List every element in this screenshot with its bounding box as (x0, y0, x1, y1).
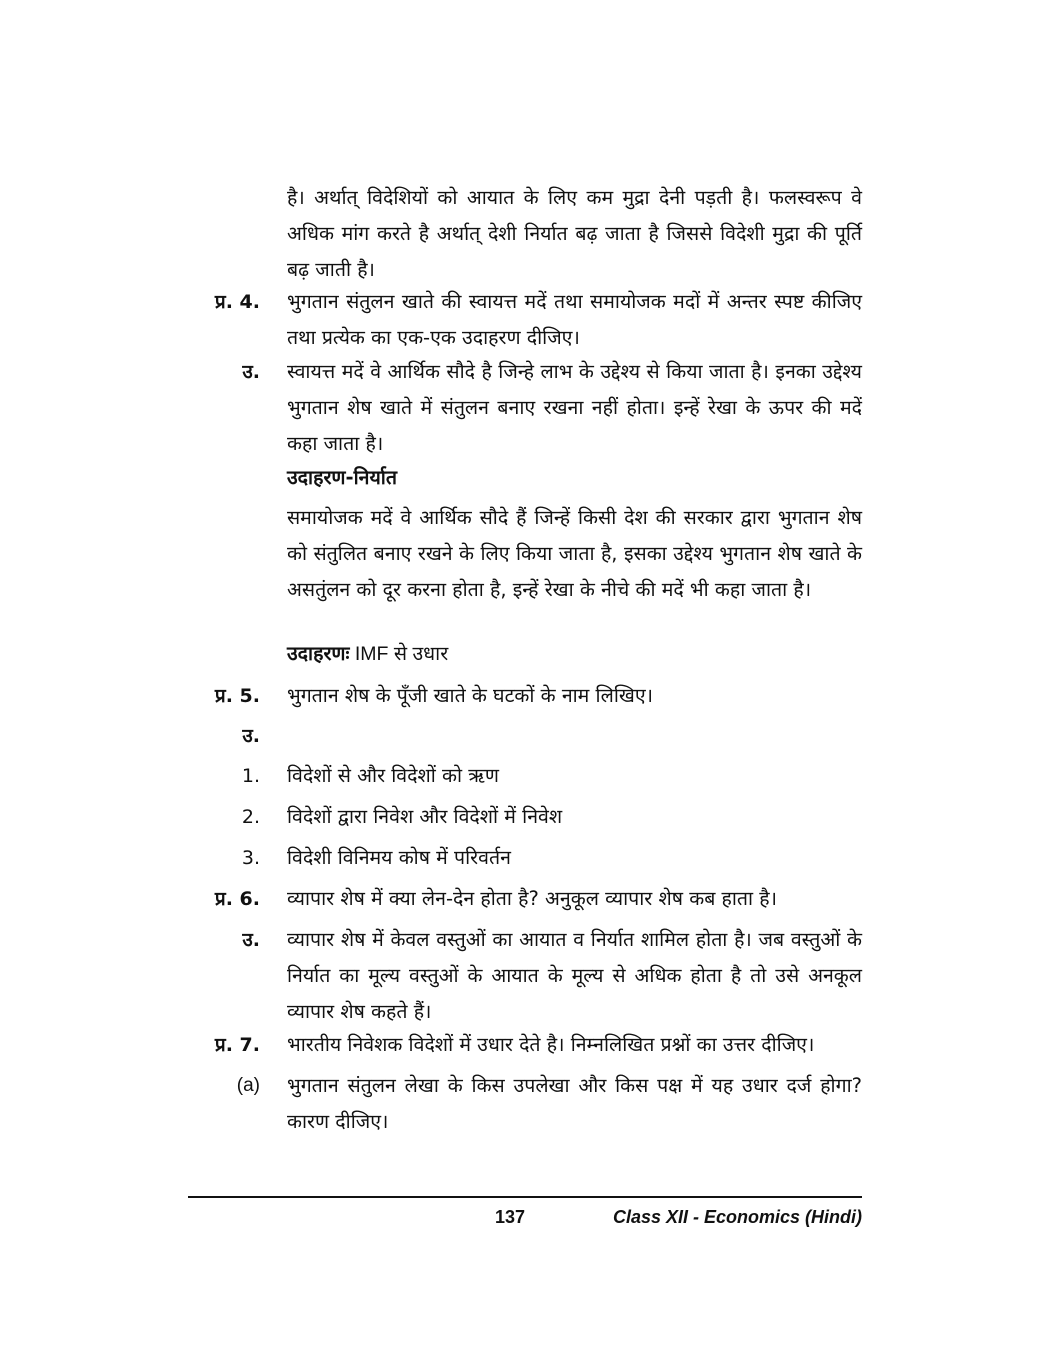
answer-5-label: उ. (242, 725, 260, 747)
question-6-text: व्यापार शेष में क्या लेन-देन होता है? अनुकूल व्यापार शेष कब हाता है। (287, 887, 778, 910)
footer-title: Class XII - Economics (Hindi) (612, 1207, 862, 1227)
list-item: विदेशों से और विदेशों को ऋण (287, 764, 499, 787)
answer-4-label: उ. (242, 361, 260, 383)
list-item: विदेशों द्वारा निवेश और विदेशों में निवेश (287, 805, 563, 828)
answer-4-example-2 (287, 636, 862, 672)
page-number: 137 (494, 1207, 526, 1227)
question-5-text: भुगतान शेष के पूँजी खाते के घटकों के नाम लिखिए। (287, 684, 653, 707)
footer-rule (188, 1196, 862, 1198)
sub-question-a-label: (a) (236, 1075, 260, 1096)
list-item: विदेशी विनिमय कोष में परिवर्तन (287, 846, 511, 869)
example-2-text: IMF से उधार (349, 643, 449, 665)
question-7-text: भारतीय निवेशक विदेशों में उधार देते है। निम्नलिखित प्रश्नों का उत्तर दीजिए। (287, 1033, 815, 1056)
list-item-number: 2. (241, 806, 260, 828)
question-5-label: प्र. 5. (214, 685, 260, 707)
question-7-label: प्र. 7. (214, 1034, 260, 1056)
answer-4-paragraph-1: स्वायत्त मदें वे आर्थिक सौदे है जिन्हे लाभ के उद्देश्य से किया जाता है। इनका उद्देश्य भुगतान शेष खाते में संतुलन बनाए रखना नहीं होता। इन्हें रेखा के ऊपर की मदें कहा जाता है। (287, 360, 862, 455)
example-2-label: उदाहरणः (287, 642, 350, 665)
answer-4-example-1: उदाहरण-निर्यात (287, 466, 397, 489)
answer-4-paragraph-2: समायोजक मदें वे आर्थिक सौदे हैं जिन्हें किसी देश की सरकार द्वारा भुगतान शेष को संतुलित बनाए रखने के लिए किया जाता है, इसका उद्देश्य भुगतान शेष खाते के असतुंलन को दूर करना होता है, इन्हें रेखा के नीचे की मदें भी कहा जाता है। (287, 506, 862, 601)
sub-question-a-text: भुगतान संतुलन लेखा के किस उपलेखा और किस पक्ष में यह उधार दर्ज होगा? कारण दीजिए। (287, 1074, 862, 1133)
question-4-text: भुगतान संतुलन खाते की स्वायत्त मदें तथा समायोजक मदों में अन्तर स्पष्ट कीजिए तथा प्रत्येक का एक-एक उदाहरण दीजिए। (287, 290, 862, 349)
list-item-number: 1. (241, 765, 260, 787)
list-item-number: 3. (241, 847, 260, 869)
intro-paragraph: है। अर्थात् विदेशियों को आयात के लिए कम मुद्रा देनी पड़ती है। फलस्वरूप वे अधिक मांग करते है अर्थात् देशी निर्यात बढ़ जाता है जिससे विदेशी मुद्रा की पूर्ति बढ़ जाती है। (287, 186, 862, 281)
question-6-label: प्र. 6. (214, 888, 260, 910)
answer-6-paragraph: व्यापार शेष में केवल वस्तुओं का आयात व निर्यात शामिल होता है। जब वस्तुओं के निर्यात का मूल्य वस्तुओं के आयात के मूल्य से अधिक होता है तो उसे अनकूल व्यापार शेष कहते हैं। (287, 928, 862, 1023)
answer-6-label: उ. (242, 929, 260, 951)
question-4-label: प्र. 4. (214, 291, 260, 313)
